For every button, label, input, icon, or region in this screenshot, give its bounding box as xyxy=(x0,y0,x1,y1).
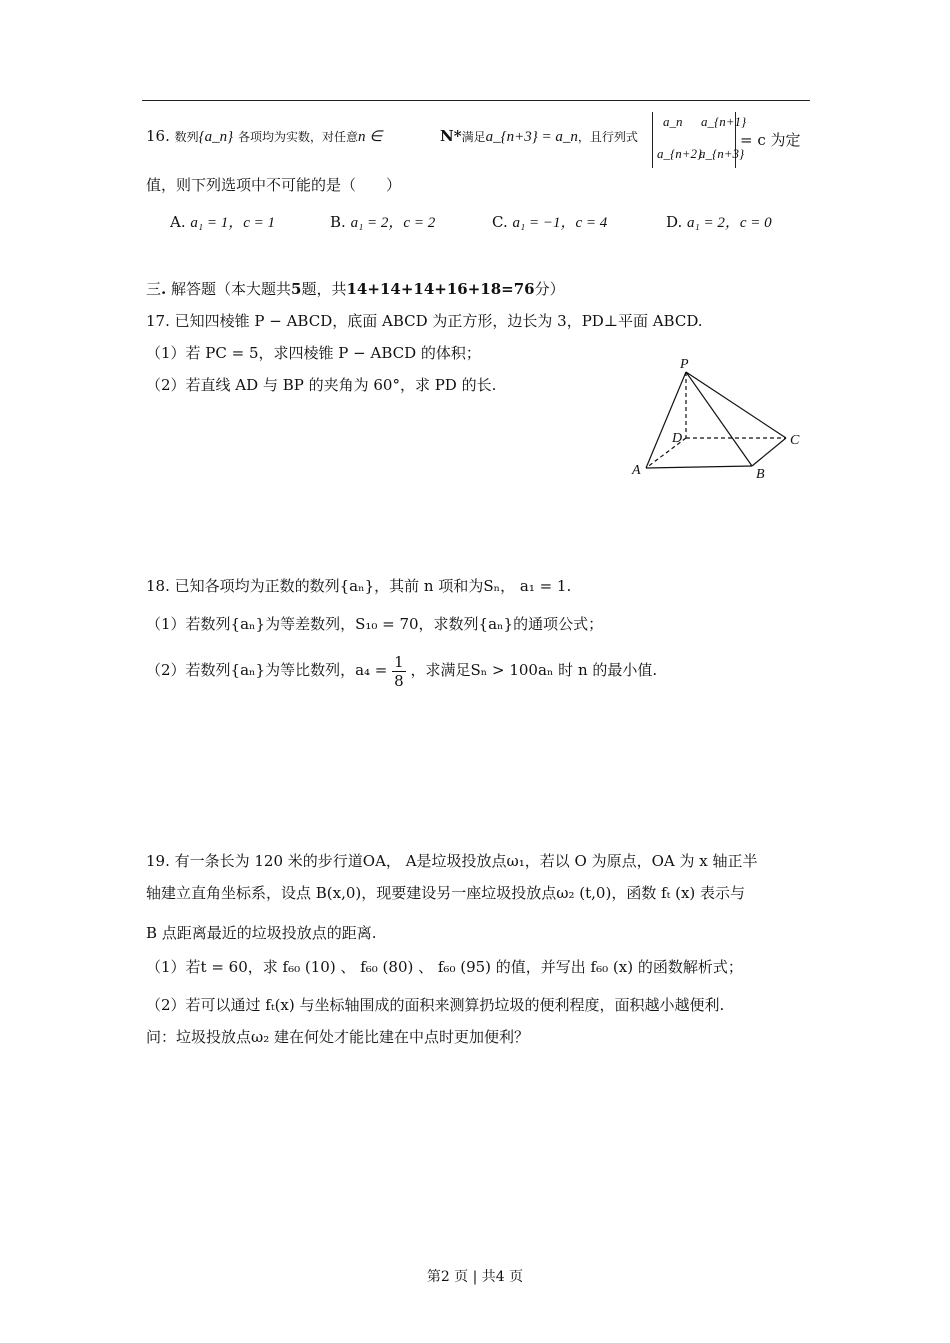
q18-line1: 18. 已知各项均为正数的数列{aₙ}，其前 n 项和为Sₙ， a₁ = 1. xyxy=(146,577,572,595)
q16-text-b: 各项均为实数，对任意 xyxy=(237,130,358,144)
section3-points: 14+14+14+16+18=76 xyxy=(346,280,535,298)
option-d-label: D. xyxy=(666,213,683,231)
option-d-text: a₁ = 2，c = 0 xyxy=(687,215,772,231)
q19-part3: 问：垃圾投放点ω₂ 建在何处才能比建在中点时更加便利？ xyxy=(146,1028,530,1046)
fraction-numerator: 1 xyxy=(394,652,404,671)
det-a21: a_{n+2} xyxy=(657,146,703,161)
q19-part2: （2）若可以通过 fₜ(x) 与坐标轴围成的面积来测算扔垃圾的便利程度，面积越小越便利. xyxy=(146,996,725,1014)
q16-line1-left xyxy=(146,126,382,147)
q18-part2 xyxy=(146,650,657,690)
q17-line1: 17. 已知四棱锥 P − ABCD，底面 ABCD 为正方形，边长为 3，PD⊥平面 ABCD. xyxy=(146,312,703,330)
edge-pc xyxy=(686,372,786,438)
option-b-label: B. xyxy=(330,213,346,231)
q18-fraction xyxy=(392,653,406,690)
section3-prefix: 三 xyxy=(146,280,162,298)
header-rule xyxy=(142,100,810,101)
vertex-p-label: P xyxy=(680,357,689,372)
q19-part1: （1）若t = 60，求 f₆₀ (10) 、 f₆₀ (80) 、 f₆₀ (95) 的值，并写出 f₆₀ (x) 的函数解析式； xyxy=(146,958,743,976)
q16-recurrence: a_{n+3} = a_n xyxy=(485,129,578,145)
q16-line2: 值，则下列选项中不可能的是（ ） xyxy=(146,176,402,194)
q16-nstar: N* xyxy=(440,127,462,145)
edge-bc xyxy=(752,438,786,466)
det-a12: a_{n+1} xyxy=(701,114,747,129)
pyramid-figure xyxy=(628,356,810,486)
det-a22: a_{n+3} xyxy=(699,146,745,161)
q18-part1: （1）若数列{aₙ}为等差数列，S₁₀ = 70，求数列{aₙ}的通项公式； xyxy=(146,615,604,633)
q19-line2: 轴建立直角坐标系，设点 B(x,0)，现要建设另一座垃圾投放点ω₂ (t,0)，函数 fₜ (x) 表示与 xyxy=(146,884,746,902)
q16-n-in: n ∈ xyxy=(357,129,383,145)
q17-part1: （1）若 PC = 5，求四棱锥 P − ABCD 的体积； xyxy=(146,344,481,362)
q16-text-a: 数列 xyxy=(174,130,199,144)
q16-option-c xyxy=(492,212,607,233)
q16-number: 16. xyxy=(146,127,170,145)
vertex-b-label: B xyxy=(756,467,765,482)
edge-pb xyxy=(686,372,752,466)
q16-determinant xyxy=(652,112,747,168)
option-c-text: a₁ = −1，c = 4 xyxy=(512,215,608,231)
section3-suffix: 分） xyxy=(534,280,565,298)
q19-line1: 19. 有一条长为 120 米的步行道OA， A是垃圾投放点ω₁，若以 O 为原点，OA 为 x 轴正半 xyxy=(146,852,758,870)
section3-title-b: 题，共 xyxy=(301,280,347,298)
vertex-d-label: D xyxy=(672,431,683,446)
vertex-c-label: C xyxy=(790,433,800,448)
edge-ab xyxy=(646,466,752,468)
q16-det-eq: = c 为定 xyxy=(740,131,801,149)
option-c-label: C. xyxy=(492,213,508,231)
q16-option-d xyxy=(666,212,772,233)
section3-title: 解答题（本大题共 xyxy=(171,280,292,298)
q16-seq: {a_n} xyxy=(198,129,234,145)
q18-part2-a: （2）若数列{aₙ}为等比数列，a₄ = xyxy=(146,661,388,679)
edge-pa xyxy=(646,372,686,468)
option-b-text: a₁ = 2，c = 2 xyxy=(350,215,436,231)
page-footer: 第2 页 | 共4 页 xyxy=(426,1269,524,1285)
q16-line1-mid xyxy=(440,126,638,147)
q19-line3: B 点距离最近的垃圾投放点的距离. xyxy=(146,924,377,942)
q16-option-b xyxy=(330,212,435,233)
option-a-text: a₁ = 1，c = 1 xyxy=(190,215,276,231)
fraction-denominator: 8 xyxy=(394,671,404,690)
det-a11: a_n xyxy=(663,114,683,129)
option-a-label: A. xyxy=(170,213,186,231)
q16-text-c: ，且行列式 xyxy=(577,130,638,144)
section3-count: 5 xyxy=(291,280,302,298)
q16-satisfy: 满足 xyxy=(461,130,486,144)
section3-heading: 三. 解答题（本大题共5题，共14+14+14+16+18=76分） xyxy=(146,280,565,298)
vertex-a-label: A xyxy=(632,463,641,478)
q17-part2: （2）若直线 AD 与 BP 的夹角为 60°，求 PD 的长. xyxy=(146,376,497,394)
q16-option-a xyxy=(170,212,275,233)
q18-part2-b: ，求满足Sₙ > 100aₙ 时 n 的最小值. xyxy=(410,661,658,679)
